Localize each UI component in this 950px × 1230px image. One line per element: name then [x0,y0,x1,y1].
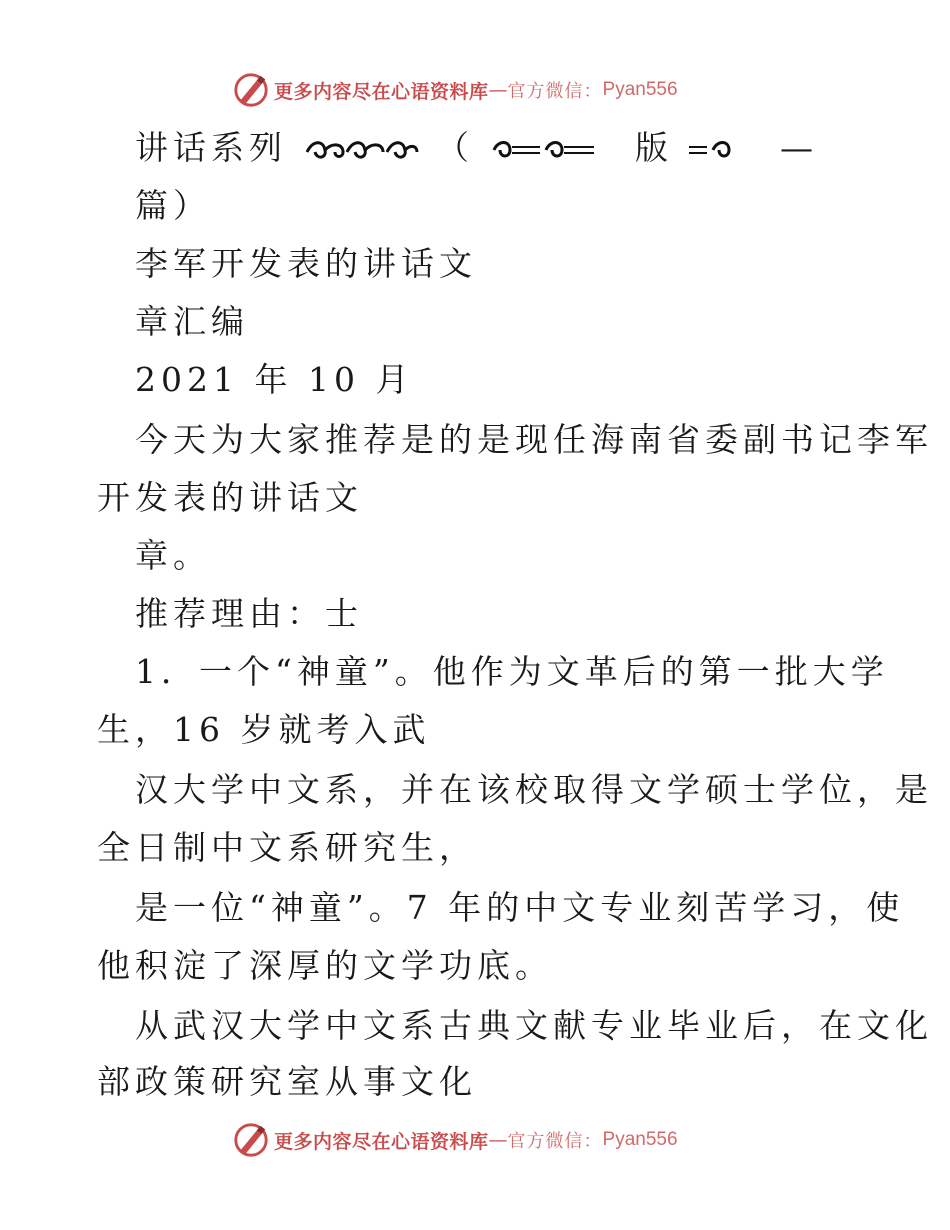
banner-wechat-label: 官方微信： [507,81,603,102]
ornament-swirl-icon [689,138,765,162]
paragraph-line: 开发表的讲话文 [97,478,363,517]
paragraph-line: 章。 [135,536,211,575]
header-banner [232,70,678,110]
title-tail: — [780,128,818,167]
title-ban: 版 [635,128,673,167]
subtitle-line-2: 章汇编 [135,302,249,341]
subtitle-line-1: 李军开发表的讲话文 [135,244,477,283]
banner-dash: — [488,79,508,101]
pen-logo-icon [232,71,270,109]
paragraph-line: 今天为大家推荐是的是现任海南省委副书记李军 [135,420,933,459]
banner-text: 更多内容尽在心语资料库 [274,1130,489,1153]
banner-dash: — [488,1129,508,1151]
title-line-1 [135,128,818,168]
paragraph-line: 生，16 岁就考入武 [97,710,431,749]
banner-wechat-id: Pyan556 [602,79,678,100]
paragraph-line: 从武汉大学中文系古典文献专业毕业后，在文化 [135,1006,933,1045]
paragraph-line: 是一位“神童”。7 年的中文专业刻苦学习，使 [135,888,905,927]
paragraph-line: 他积淀了深厚的文学功底。 [97,946,553,985]
footer-banner [232,1120,678,1160]
ornament-swirl-icon [490,138,620,162]
pen-logo-icon [232,1121,270,1159]
paragraph-line: 1．一个“神童”。他作为文革后的第一批大学 [135,652,889,691]
ornament-swirl-icon [303,138,421,162]
paragraph-line: 部政策研究室从事文化 [97,1062,477,1101]
paragraph-line: 推荐理由：士 [135,594,363,633]
paragraph-line: 汉大学中文系，并在该校取得文学硕士学位，是 [135,770,933,809]
title-text: 讲话系列 [135,128,287,167]
paragraph-line: 全日制中文系研究生， [97,828,477,867]
banner-wechat-id: Pyan556 [602,1129,678,1150]
date-line: 2021 年 10 月 [135,360,414,399]
banner-text: 更多内容尽在心语资料库 [274,80,489,103]
title-line-2: 篇） [135,186,211,225]
banner-wechat-label: 官方微信： [507,1131,603,1152]
title-paren-open: （ [436,128,474,167]
